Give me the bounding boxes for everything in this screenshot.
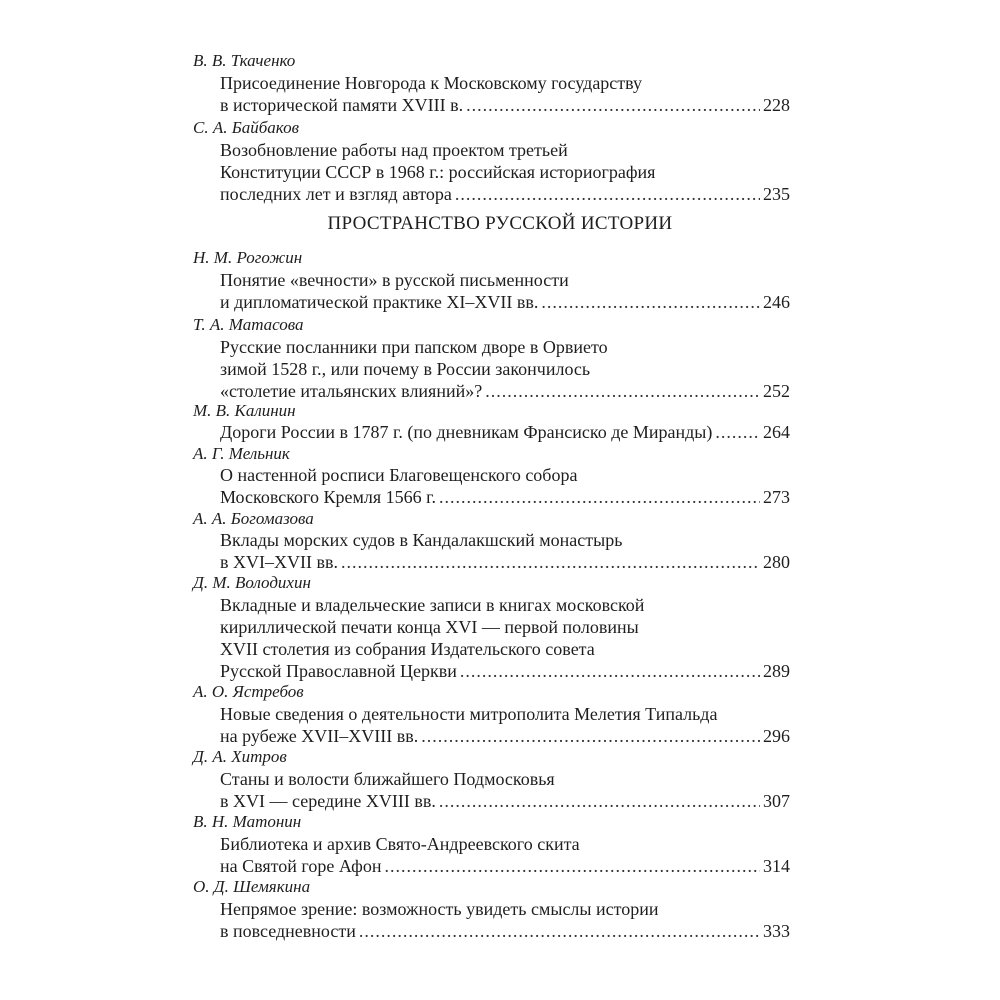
entry-last-line [220,380,790,402]
entry-title-line: Понятие «вечности» в русской письменности [220,270,569,290]
entry-last-line [220,855,790,877]
page-number: 296 [763,726,790,746]
entry-author: Д. М. Володихин [193,573,311,592]
dot-leader [439,486,760,508]
entry-title-line: Вкладные и владельческие записи в книгах московской [220,595,645,615]
entry-title-line: в повседневности [220,921,356,941]
entry-title-line: Новые сведения о деятельности митрополита Мелетия Типальда [220,704,718,724]
entry-author: А. О. Ястребов [193,682,304,701]
dot-leader [421,725,760,747]
entry-title-line: Возобновление работы над проектом третьей [220,140,568,160]
entry-author: В. Н. Матонин [193,812,302,831]
entry-author: Н. М. Рогожин [193,248,303,267]
entry-title-line: кириллической печати конца XVI — первой половины [220,617,639,637]
page-number: 264 [763,422,790,442]
dot-leader [384,855,760,877]
dot-leader [541,291,760,313]
entry-author: А. А. Богомазова [193,509,314,528]
entry-title-line: в исторической памяти XVIII в. [220,95,464,115]
page-number: 273 [763,487,790,507]
entry-title-line: Вклады морских судов в Кандалакшский монастырь [220,530,623,550]
entry-title-line: в XVI — середине XVIII вв. [220,791,436,811]
entry-author: Д. А. Хитров [193,747,287,766]
entry-author: М. В. Калинин [193,401,296,420]
entry-author: В. В. Ткаченко [193,51,296,70]
entry-title-line: в XVI–XVII вв. [220,552,338,572]
page-number: 289 [763,661,790,681]
dot-leader [455,183,760,205]
entry-last-line [220,725,790,747]
entry-title-line: Конституции СССР в 1968 г.: российская историография [220,162,656,182]
page-number: 246 [763,292,790,312]
dot-leader [341,551,760,573]
entry-last-line [220,183,790,205]
entry-last-line [220,920,790,942]
entry-last-line [220,790,790,812]
page-number: 228 [763,95,790,115]
entry-last-line [220,551,790,573]
entry-author: С. А. Байбаков [193,118,299,137]
dot-leader [466,94,760,116]
page-number: 314 [763,856,790,876]
dot-leader [359,920,760,942]
entry-last-line [220,421,790,443]
entry-title-line: Московского Кремля 1566 г. [220,487,436,507]
entry-title-line: последних лет и взгляд автора [220,184,452,204]
dot-leader [715,421,760,443]
dot-leader [439,790,760,812]
page-number: 252 [763,381,790,401]
entry-title-line: Непрямое зрение: возможность увидеть смыслы истории [220,899,659,919]
entry-last-line [220,94,790,116]
entry-title-line: Станы и волости ближайшего Подмосковья [220,769,555,789]
entry-title-line: на рубеже XVII–XVIII вв. [220,726,419,746]
entry-title-line: Присоединение Новгорода к Московскому государству [220,73,643,93]
section-title: ПРОСТРАНСТВО РУССКОЙ ИСТОРИИ [327,213,673,234]
entry-title-line: Дороги России в 1787 г. (по дневникам Франсиско де Миранды) [220,422,713,442]
entry-title-line: XVII столетия из собрания Издательского совета [220,639,595,659]
entry-title-line: на Святой горе Афон [220,856,382,876]
page-number: 333 [763,921,790,941]
entry-last-line [220,291,790,313]
entry-title-line: Библиотека и архив Свято-Андреевского скита [220,834,580,854]
entry-title-line: «столетие итальянских влияний»? [220,381,483,401]
page-number: 280 [763,552,790,572]
entry-author: Т. А. Матасова [193,315,304,334]
entry-author: А. Г. Мельник [193,444,290,463]
dot-leader [460,660,760,682]
entry-title-line: Русские посланники при папском дворе в Орвието [220,337,608,357]
entry-title-line: О настенной росписи Благовещенского собора [220,465,578,485]
entry-title-line: и дипломатической практике XI–XVII вв. [220,292,539,312]
entry-last-line [220,660,790,682]
page-number: 307 [763,791,790,811]
entry-title-line: Русской Православной Церкви [220,661,457,681]
dot-leader [485,380,760,402]
entry-title-line: зимой 1528 г., или почему в России закончилось [220,359,591,379]
page-number: 235 [763,184,790,204]
entry-author: О. Д. Шемякина [193,877,311,896]
entry-last-line [220,486,790,508]
